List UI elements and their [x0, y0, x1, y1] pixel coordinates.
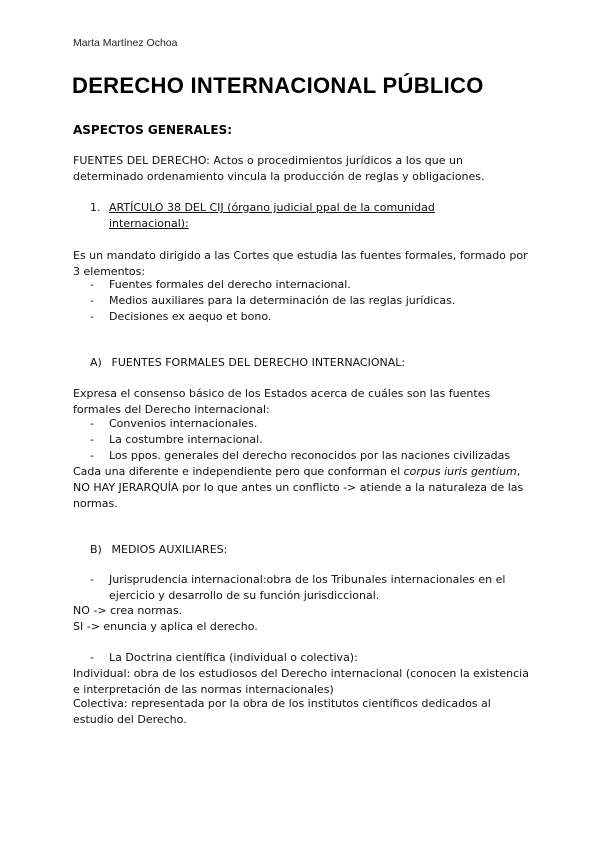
item1-list [90, 277, 455, 325]
dash-bullet: - [90, 449, 94, 462]
list-item: - Los ppos. generales del derecho reconocidos por las naciones civilizadas [90, 449, 511, 462]
si-line: SI -> enuncia y aplica el derecho. [73, 620, 258, 633]
item-number: 1. [90, 201, 101, 214]
section-a-paragraph: Expresa el consenso básico de los Estados acerca de cuáles son las fuentes formales del Derecho internacional: [73, 387, 491, 416]
dash-bullet: - [90, 417, 94, 430]
dash-bullet: - [90, 651, 94, 664]
section-subtitle: ASPECTOS GENERALES: [73, 123, 233, 137]
list-item: - La Doctrina científica (individual o colectiva): [90, 651, 358, 664]
section-b-list-2 [90, 650, 358, 666]
section-b-heading [90, 542, 227, 558]
dash-bullet: - [90, 278, 94, 291]
item1-paragraph: Es un mandato dirigido a las Cortes que estudia las fuentes formales, formado por 3 elementos: [73, 249, 528, 278]
section-title: MEDIOS AUXILIARES: [111, 543, 228, 556]
dash-bullet: - [90, 294, 94, 307]
no-line: NO -> crea normas. [73, 604, 183, 617]
numbered-item-1 [90, 200, 454, 232]
dash-bullet: - [90, 310, 94, 323]
document-title: DERECHO INTERNACIONAL PÚBLICO [72, 73, 484, 98]
section-title: FUENTES FORMALES DEL DERECHO INTERNACIONAL: [111, 356, 406, 369]
list-item: - La costumbre internacional. [90, 433, 263, 446]
list-item: - Decisiones ex aequo et bono. [90, 310, 272, 323]
intro-paragraph: FUENTES DEL DERECHO: Actos o procedimientos jurídicos a los que un determinado ordenamiento vincula la producción de reglas y obligaciones. [73, 154, 485, 183]
section-a-after-paragraph: Cada una diferente e independiente pero que conforman el corpus iuris gentium, NO HAY JERARQUÍA por lo que antes un conflicto -> atiende a la naturaleza de las normas. [73, 465, 524, 510]
section-b-list-1 [90, 572, 529, 604]
section-a-list [90, 416, 510, 464]
list-item: - Medios auxiliares para la determinación de las reglas jurídicas. [90, 294, 456, 307]
list-item: - Jurisprudencia internacional:obra de los Tribunales internacionales en el ejercicio y desarrollo de su función jurisdiccional. [90, 573, 506, 602]
individual-paragraph: Individual: obra de los estudiosos del Derecho internacional (conocen la existencia e interpretación de las normas internacionales) [73, 667, 529, 696]
dash-bullet: - [90, 433, 94, 446]
list-item: - Convenios internacionales. [90, 417, 258, 430]
section-letter: B) [90, 543, 102, 556]
list-item: - Fuentes formales del derecho internacional. [90, 278, 351, 291]
section-a-heading [90, 355, 405, 371]
latin-term: corpus iuris gentium [403, 465, 517, 478]
dash-bullet: - [90, 573, 94, 586]
author-header: Marta Martínez Ochoa [73, 37, 178, 49]
section-letter: A) [90, 356, 102, 369]
item-text: ARTÍCULO 38 DEL CIJ (órgano judicial ppal de la comunidad internacional): [109, 201, 435, 230]
colectiva-paragraph: Colectiva: representada por la obra de los institutos científicos dedicados al estudio del Derecho. [73, 697, 491, 726]
